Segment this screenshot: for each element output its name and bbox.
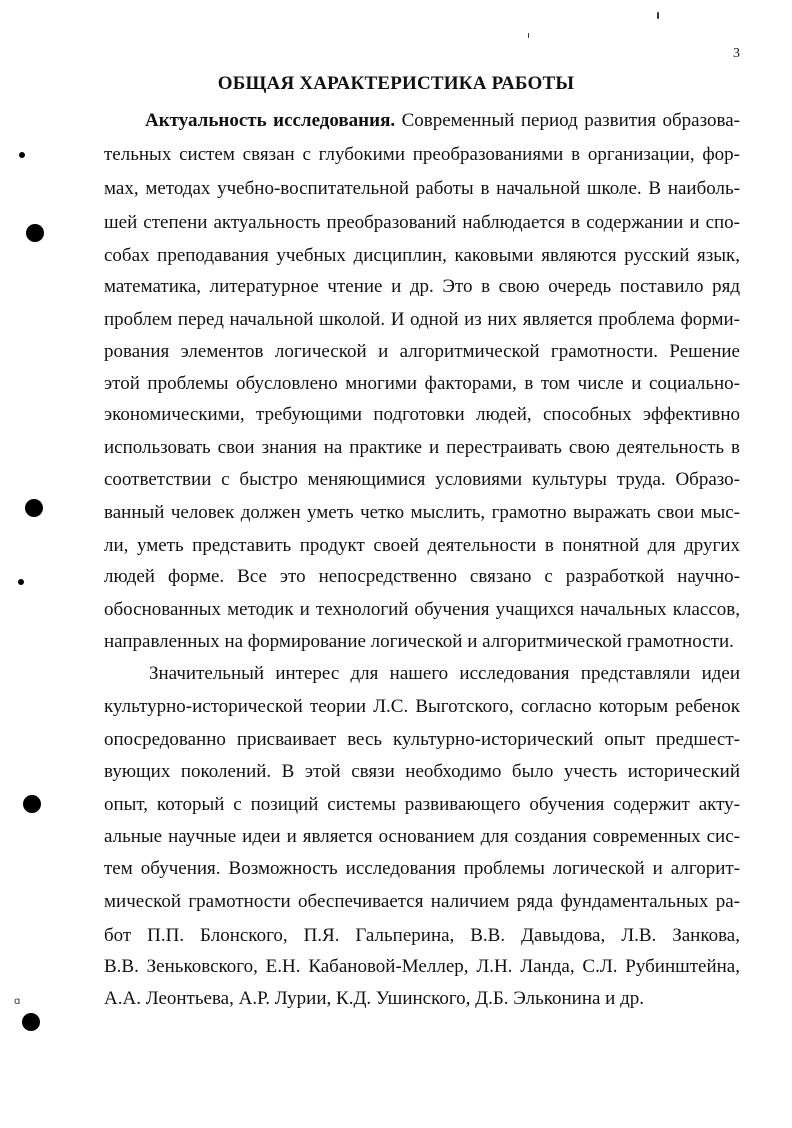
binder-hole-3 — [23, 795, 41, 813]
paragraph-1-line: ванный человек должен уметь четко мыслить, грамотно выражать свои мыс- — [104, 502, 740, 523]
scan-speck-4 — [528, 33, 529, 38]
paragraph-1-line: математика, литературное чтение и др. Это в свою очередь поставило ряд — [104, 276, 740, 297]
paragraph-1-line: направленных на формирование логической и алгоритмической грамотности. — [104, 631, 734, 652]
paragraph-1-line: людей форме. Все это непосредственно связано с разработкой научно- — [104, 566, 740, 587]
paragraph-1-line: экономическими, требующими подготовки людей, способных эффективно — [104, 404, 740, 425]
paragraph-2-line: Значительный интерес для нашего исследования представляли идеи — [149, 663, 740, 684]
binder-hole-1 — [26, 224, 44, 242]
paragraph-1-line: соответствии с быстро меняющимися условиями культуры труда. Образо- — [104, 469, 740, 490]
paragraph-2-line: альные научные идеи и является основанием для создания современных сис- — [104, 826, 740, 847]
paragraph-2-line: вующих поколений. В этой связи необходимо было учесть исторический — [104, 761, 740, 782]
binder-hole-4 — [22, 1013, 40, 1031]
paragraph-1-line: проблем перед начальной школой. И одной из них является проблема форми- — [104, 309, 740, 330]
binder-hole-2 — [25, 499, 43, 517]
paragraph-1-line: мах, методах учебно-воспитательной работы в начальной школе. В наиболь- — [104, 178, 740, 199]
scan-speck-2 — [18, 579, 24, 585]
paragraph-2-line: А.А. Леонтьева, А.Р. Лурии, К.Д. Ушинского, Д.Б. Эльконина и др. — [104, 988, 645, 1009]
scan-speck-1 — [19, 152, 25, 158]
paragraph-2-line: опыт, который с позиций системы развивающего обучения содержит акту- — [104, 794, 740, 815]
paragraph-1-line: рования элементов логической и алгоритмической грамотности. Решение — [104, 341, 740, 362]
lead-heading: Актуальность исследования. — [145, 110, 396, 131]
lead-rest: Современный период развития образова- — [395, 110, 740, 131]
paragraph-2-line: бот П.П. Блонского, П.Я. Гальперина, В.В. Давыдова, Л.В. Занкова, — [104, 925, 740, 946]
paragraph-2-line: мической грамотности обеспечивается наличием ряда фундаментальных ра- — [104, 891, 740, 912]
paragraph-2-line: опосредованно присваивает весь культурно-исторический опыт предшест- — [104, 729, 740, 750]
paragraph-2-line: тем обучения. Возможность исследования проблемы логической и алгорит- — [104, 858, 740, 879]
paragraph-1-line: ли, уметь представить продукт своей деятельности в понятной для других — [104, 535, 740, 556]
paragraph-1-line: тельных систем связан с глубокими преобразованиями в организации, фор- — [104, 144, 740, 165]
paragraph-1-line: этой проблемы обусловлено многими факторами, в том числе и социально- — [104, 373, 740, 394]
page-title: ОБЩАЯ ХАРАКТЕРИСТИКА РАБОТЫ — [217, 73, 575, 94]
paragraph-1-line: обоснованных методик и технологий обучения учащихся начальных классов, — [104, 599, 740, 620]
paragraph-2-line: В.В. Зеньковского, Е.Н. Кабановой-Меллер, Л.Н. Ланда, С.Л. Рубинштейна, — [104, 956, 740, 977]
scan-speck-3 — [657, 12, 659, 19]
paragraph-1-line: собах преподавания учебных дисциплин, каковыми являются русский язык, — [104, 245, 740, 266]
paragraph-1-line-1 — [145, 111, 740, 131]
paragraph-1-line: использовать свои знания на практике и перестраивать свою деятельность в — [104, 437, 740, 458]
paragraph-2-line: культурно-исторической теории Л.С. Выготского, согласно которым ребенок — [104, 696, 740, 717]
page-number: 3 — [733, 46, 740, 61]
paragraph-1-line: шей степени актуальность преобразований наблюдается в содержании и спо- — [104, 212, 740, 233]
margin-mark: ɑ — [14, 996, 21, 1007]
